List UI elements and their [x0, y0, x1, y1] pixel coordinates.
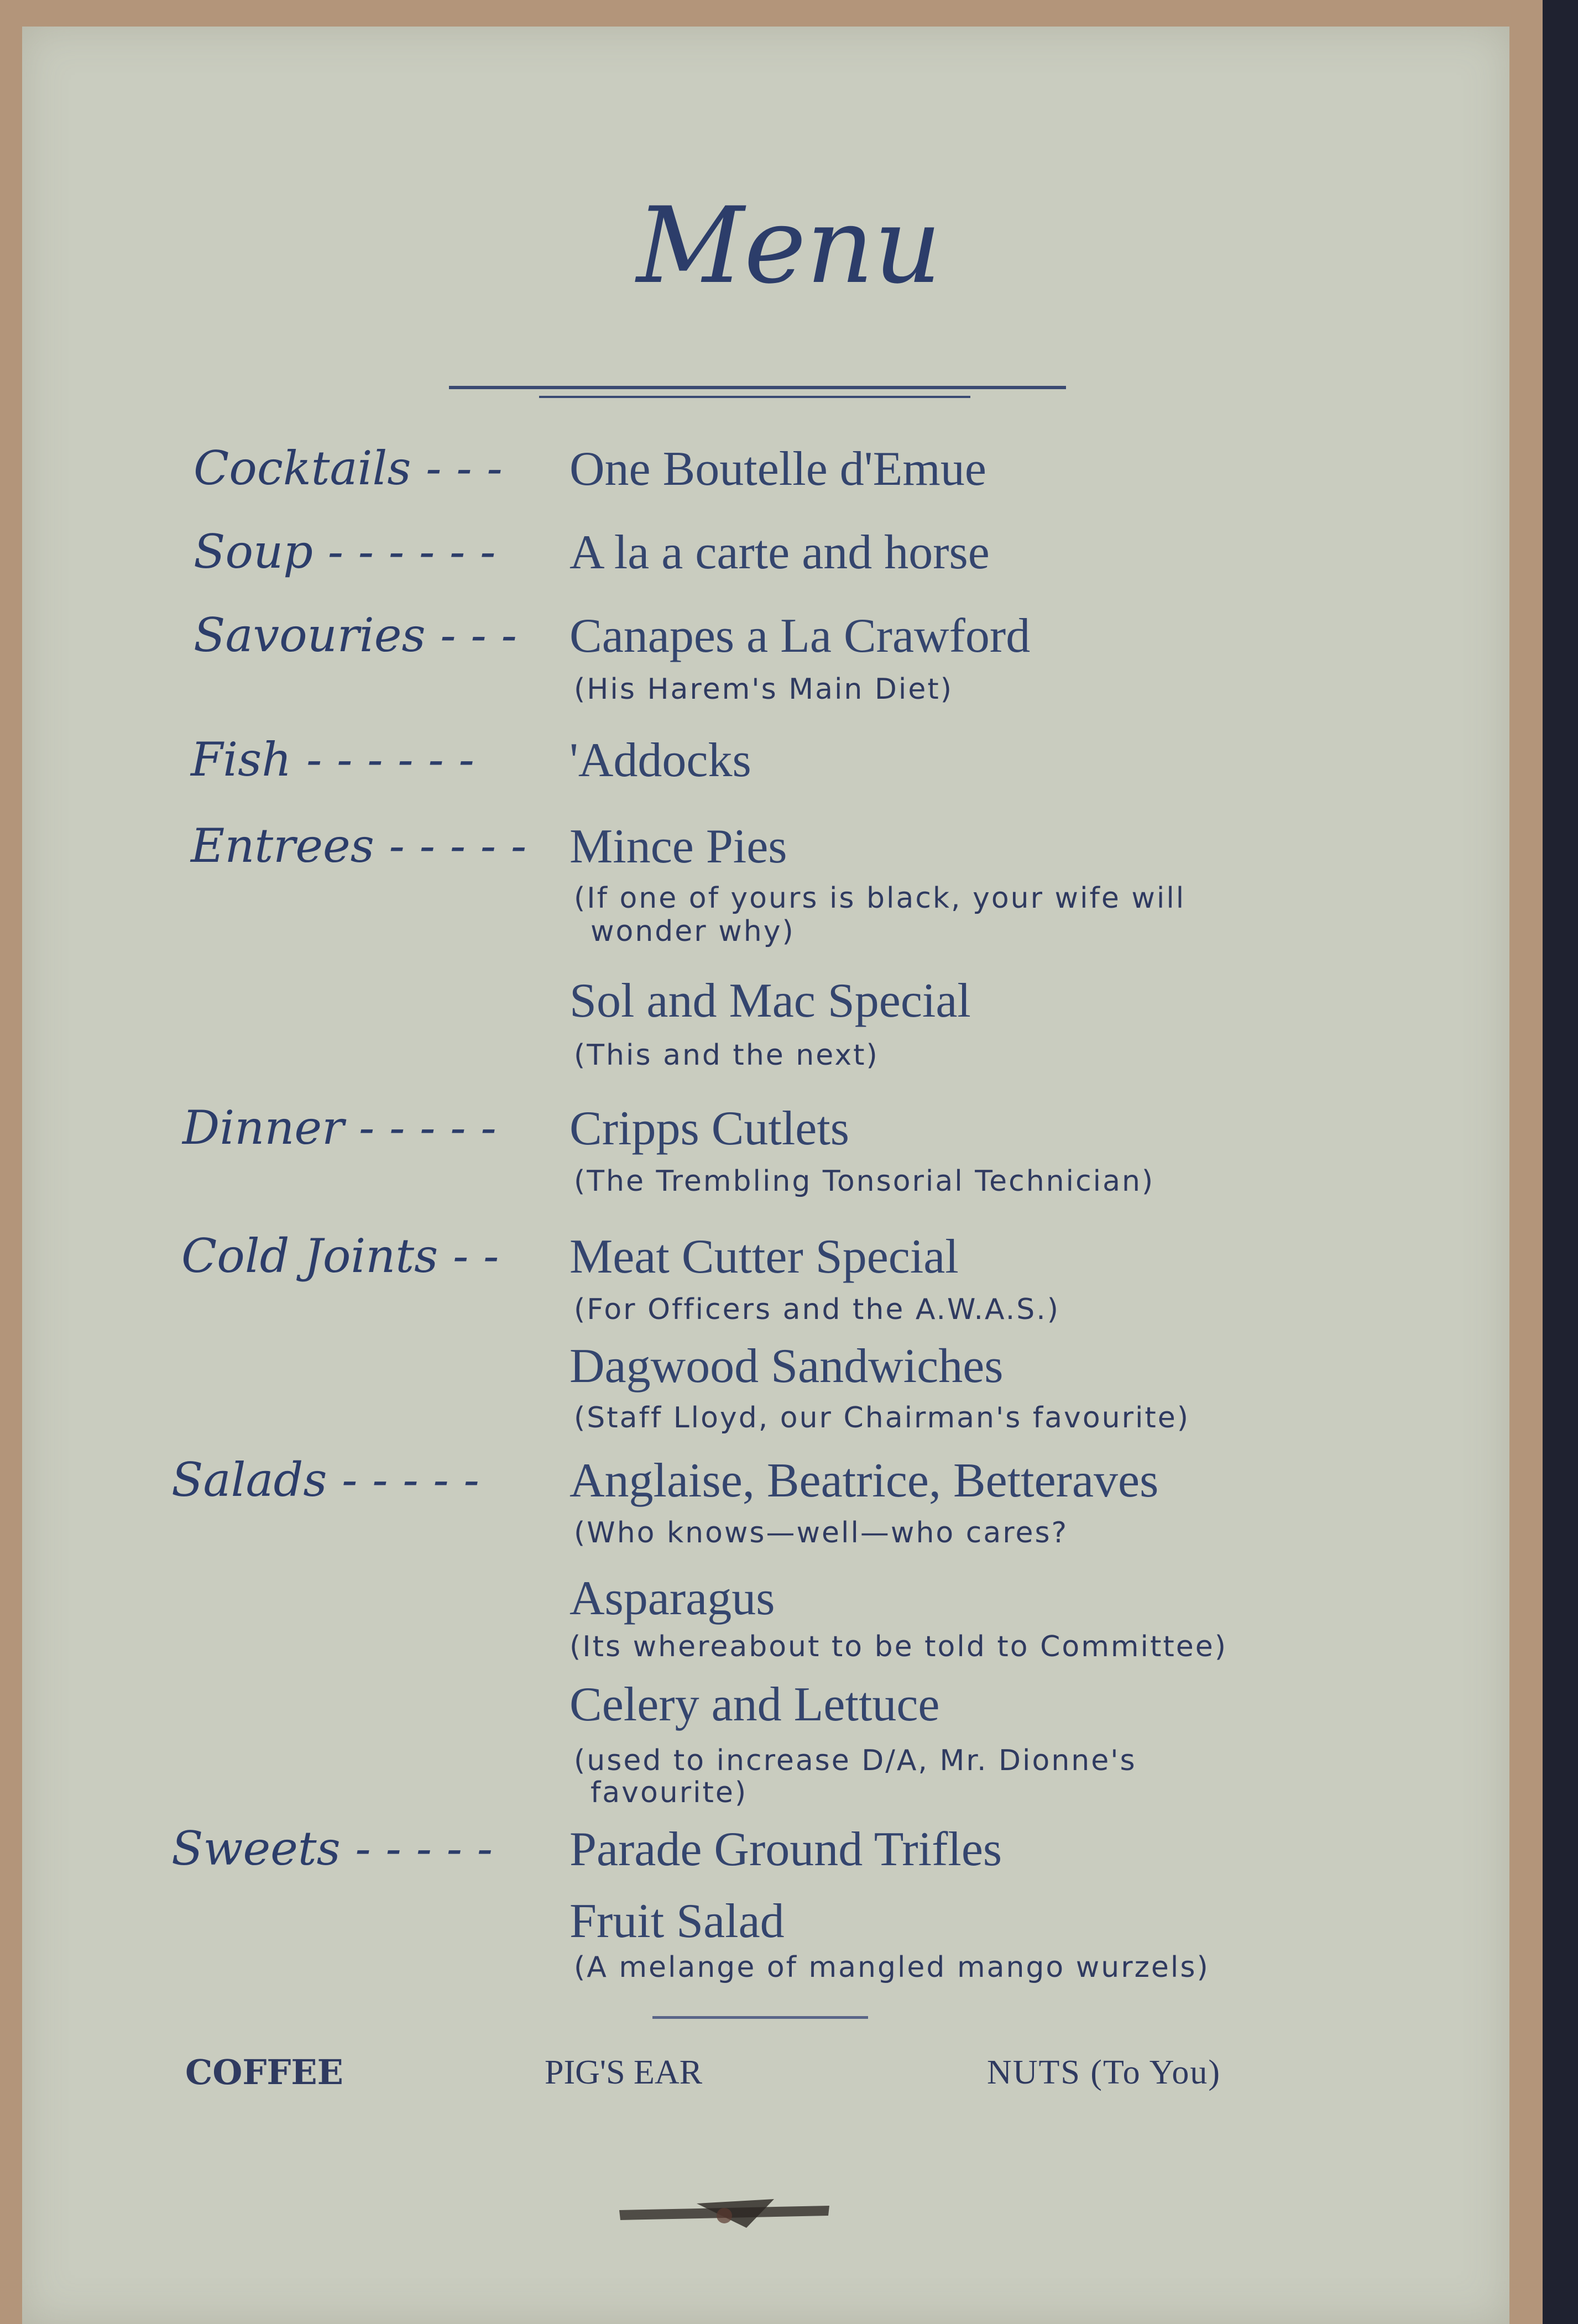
- dish-cold-joints: Meat Cutter Special: [569, 1230, 959, 1284]
- course-label-dinner: Dinner - - - - -: [182, 1101, 497, 1155]
- footer-pigs-ear: PIG'S EAR: [545, 2054, 703, 2091]
- note-salads: (Who knows—well—who cares?: [574, 1516, 1069, 1550]
- note-fruit-salad: (A melange of mangled mango wurzels): [574, 1951, 1210, 1984]
- note-sol-and-mac: (This and the next): [574, 1039, 879, 1072]
- dish-entrees: Mince Pies: [569, 820, 787, 873]
- note-entrees-cont: wonder why): [591, 915, 795, 948]
- note-entrees: (If one of yours is black, your wife will: [574, 882, 1186, 915]
- dish-soup: A la a carte and horse: [569, 526, 990, 579]
- title-underline: [449, 386, 1066, 389]
- dish-cocktails: One Boutelle d'Emue: [569, 442, 986, 496]
- dish-fish: 'Addocks: [569, 734, 751, 787]
- note-cold-joints: (For Officers and the A.W.A.S.): [574, 1293, 1060, 1326]
- course-label-soup: Soup - - - - - -: [194, 525, 496, 579]
- dish-sol-and-mac: Sol and Mac Special: [569, 974, 971, 1028]
- dish-celery: Celery and Lettuce: [569, 1678, 940, 1731]
- course-label-sweets: Sweets - - - - -: [171, 1821, 493, 1876]
- menu-title: Menu: [636, 185, 942, 307]
- course-label-fish: Fish - - - - - -: [191, 732, 474, 787]
- title-underline-secondary: [539, 396, 970, 398]
- dish-fruit-salad: Fruit Salad: [569, 1894, 785, 1948]
- footer-divider: [652, 2016, 868, 2019]
- note-celery: (used to increase D/A, Mr. Dionne's: [574, 1744, 1137, 1777]
- course-label-cold-joints: Cold Joints - -: [181, 1229, 499, 1283]
- note-asparagus: (Its whereabout to be told to Committee): [569, 1630, 1228, 1663]
- note-savouries: (His Harem's Main Diet): [574, 673, 954, 706]
- course-label-savouries: Savouries - - -: [194, 608, 517, 662]
- dish-salads: Anglaise, Beatrice, Betteraves: [569, 1454, 1159, 1508]
- dish-asparagus: Asparagus: [569, 1572, 775, 1625]
- note-dagwood: (Staff Lloyd, our Chairman's favourite): [574, 1401, 1190, 1435]
- course-label-cocktails: Cocktails - - -: [194, 441, 503, 495]
- dish-dagwood: Dagwood Sandwiches: [569, 1339, 1004, 1393]
- footer-nuts: NUTS (To You): [987, 2054, 1221, 2091]
- note-dinner: (The Trembling Tonsorial Technician): [574, 1165, 1155, 1198]
- staple-icon: [608, 2194, 840, 2232]
- dish-sweets: Parade Ground Trifles: [569, 1823, 1002, 1876]
- footer-coffee: COFFEE: [185, 2052, 343, 2092]
- dish-dinner: Cripps Cutlets: [569, 1102, 850, 1155]
- note-celery-cont: favourite): [591, 1776, 748, 1809]
- course-label-salads: Salads - - - - -: [171, 1453, 479, 1507]
- course-label-entrees: Entrees - - - - -: [191, 819, 527, 873]
- dish-savouries: Canapes a La Crawford: [569, 609, 1031, 663]
